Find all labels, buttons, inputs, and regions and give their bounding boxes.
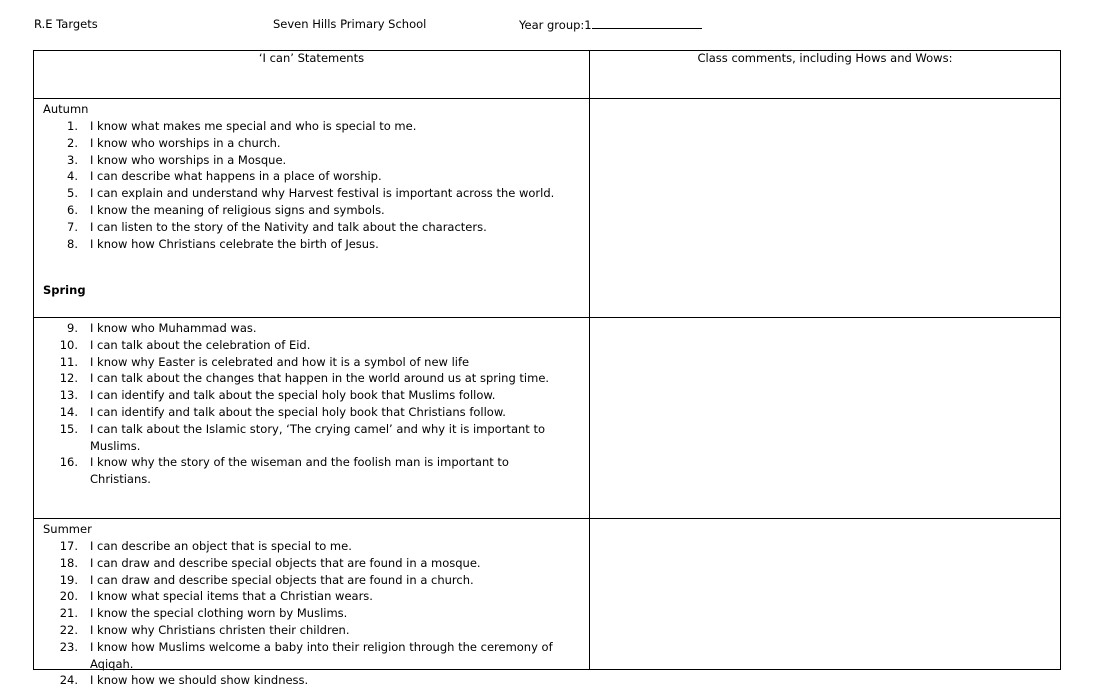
item-number: 6. <box>67 202 78 217</box>
list-item <box>34 605 590 622</box>
list-item <box>34 538 590 555</box>
item-text: I can talk about the celebration of Eid. <box>90 337 311 352</box>
item-text: I can listen to the story of the Nativity and talk about the characters. <box>90 219 487 234</box>
item-text: I know how Christians celebrate the birth of Jesus. <box>90 236 379 251</box>
item-text: I can identify and talk about the special holy book that Muslims follow. <box>90 388 496 403</box>
item-text: I can explain and understand why Harvest festival is important across the world. <box>90 186 555 201</box>
list-item <box>34 135 590 152</box>
item-text: I know who worships in a church. <box>90 135 281 150</box>
autumn-statements-cell <box>34 99 590 318</box>
autumn-comments-cell <box>590 99 1061 318</box>
list-item <box>34 320 590 337</box>
list-item <box>34 555 590 572</box>
spring-comments-cell <box>590 318 1061 519</box>
item-text: I know what special items that a Christian wears. <box>90 589 373 604</box>
item-text: I know how we should show kindness. <box>90 673 309 688</box>
summer-statement-list <box>34 538 590 689</box>
spring-row <box>34 318 1061 519</box>
list-item <box>34 370 590 387</box>
list-item <box>34 152 590 169</box>
item-number: 3. <box>67 152 78 167</box>
year-group-field <box>519 17 702 32</box>
list-item <box>34 404 590 421</box>
item-text: I can talk about the Islamic story, ‘The crying camel’ and why it is important to Muslims. <box>90 421 545 453</box>
item-number: 21. <box>59 606 78 621</box>
autumn-row <box>34 99 1061 318</box>
summer-statements-cell <box>34 519 590 688</box>
comments-column-header: Class comments, including Hows and Wows: <box>590 51 1061 99</box>
table-header-row <box>34 51 1061 99</box>
item-number: 8. <box>67 236 78 251</box>
item-text: I know who worships in a Mosque. <box>90 152 287 167</box>
list-item <box>34 337 590 354</box>
item-number: 1. <box>67 119 78 133</box>
item-text: I can describe an object that is special to me. <box>90 539 352 553</box>
autumn-term-label: Autumn <box>43 102 89 116</box>
list-item <box>34 387 590 404</box>
item-text: I can identify and talk about the special holy book that Christians follow. <box>90 404 506 419</box>
item-text: I know the meaning of religious signs and symbols. <box>90 202 385 217</box>
list-item <box>34 236 590 253</box>
item-text: I know how Muslims welcome a baby into their religion through the ceremony of Aqiqah. <box>90 639 553 671</box>
list-item <box>34 588 590 605</box>
item-text: I can draw and describe special objects that are found in a mosque. <box>90 555 481 570</box>
item-number: 11. <box>59 354 78 369</box>
item-number: 2. <box>67 135 78 150</box>
item-text: I know why Christians christen their children. <box>90 622 350 637</box>
year-group-label: Year group:1 <box>519 18 592 32</box>
item-number: 19. <box>59 572 78 587</box>
item-number: 24. <box>59 673 78 688</box>
list-item <box>34 219 590 236</box>
item-number: 17. <box>59 539 78 553</box>
item-number: 12. <box>59 371 78 386</box>
list-item <box>34 118 590 135</box>
item-number: 9. <box>67 321 78 335</box>
item-text: I know what makes me special and who is special to me. <box>90 119 417 133</box>
list-item <box>34 168 590 185</box>
list-item <box>34 354 590 371</box>
item-number: 7. <box>67 219 78 234</box>
autumn-statement-list <box>34 118 590 252</box>
subject-heading: R.E Targets <box>34 17 98 31</box>
item-number: 22. <box>59 622 78 637</box>
item-number: 13. <box>59 388 78 403</box>
item-number: 18. <box>59 555 78 570</box>
list-item <box>34 572 590 589</box>
list-item <box>34 639 590 673</box>
list-item <box>34 622 590 639</box>
year-group-blank-line <box>592 17 702 29</box>
item-number: 20. <box>59 589 78 604</box>
item-number: 23. <box>59 639 78 654</box>
item-number: 16. <box>59 455 78 470</box>
spring-statements-cell <box>34 318 590 519</box>
item-number: 10. <box>59 337 78 352</box>
item-text: I know who Muhammad was. <box>90 321 257 335</box>
summer-row <box>34 519 1061 670</box>
item-text: I know the special clothing worn by Muslims. <box>90 606 348 621</box>
list-item <box>34 454 590 488</box>
spring-statement-list <box>34 320 590 488</box>
spring-term-label: Spring <box>43 283 86 297</box>
item-number: 4. <box>67 169 78 184</box>
list-item <box>34 202 590 219</box>
item-text: I can talk about the changes that happen in the world around us at spring time. <box>90 371 550 386</box>
item-number: 14. <box>59 404 78 419</box>
item-text: I can draw and describe special objects that are found in a church. <box>90 572 474 587</box>
item-number: 5. <box>67 186 78 201</box>
school-name: Seven Hills Primary School <box>273 17 427 31</box>
targets-table <box>33 50 1061 688</box>
item-text: I know why Easter is celebrated and how it is a symbol of new life <box>90 354 470 369</box>
summer-term-label: Summer <box>43 522 92 536</box>
item-number: 15. <box>59 421 78 436</box>
list-item <box>34 672 590 689</box>
statements-column-header: ‘I can’ Statements <box>34 51 590 99</box>
list-item <box>34 421 590 455</box>
list-item <box>34 185 590 202</box>
item-text: I know why the story of the wiseman and the foolish man is important to Christians. <box>90 455 509 487</box>
summer-comments-cell <box>590 519 1061 670</box>
item-text: I can describe what happens in a place of worship. <box>90 169 382 184</box>
